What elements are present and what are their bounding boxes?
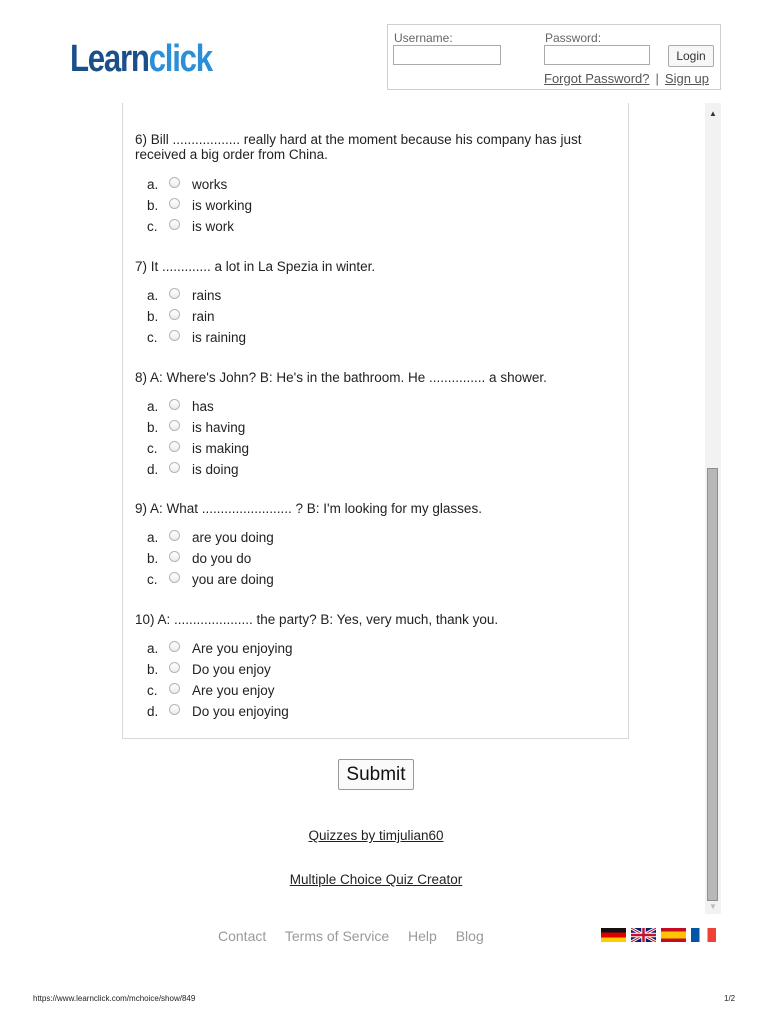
- footer-link-help[interactable]: Help: [408, 928, 437, 944]
- option-q7-c[interactable]: [123, 328, 423, 349]
- options-q8: [123, 397, 423, 481]
- radio-button[interactable]: [169, 198, 180, 209]
- uk-flag-icon[interactable]: [631, 928, 656, 942]
- option-q6-a[interactable]: [123, 175, 423, 196]
- scroll-down-arrow-icon[interactable]: ▼: [709, 902, 717, 911]
- question-text-cont: received a big order from China.: [135, 147, 328, 162]
- sign-up-link[interactable]: Sign up: [664, 71, 709, 86]
- option-label: are you doing: [192, 530, 274, 545]
- option-q9-b[interactable]: [123, 549, 423, 570]
- option-letter: c.: [147, 683, 158, 698]
- option-q8-b[interactable]: [123, 418, 423, 439]
- link-separator: |: [655, 71, 659, 86]
- option-letter: b.: [147, 420, 159, 435]
- spanish-flag-icon[interactable]: [661, 928, 686, 942]
- option-q10-b[interactable]: [123, 660, 423, 681]
- option-q7-b[interactable]: [123, 307, 423, 328]
- question-text: 8) A: Where's John? B: He's in the bathroom. He ............... a shower.: [135, 370, 547, 385]
- option-q10-d[interactable]: [123, 702, 423, 723]
- french-flag-icon[interactable]: [691, 928, 716, 942]
- option-label: is having: [192, 420, 246, 435]
- option-q6-c[interactable]: [123, 217, 423, 238]
- option-label: works: [192, 177, 228, 192]
- question-text: 10) A: ..................... the party? B: Yes, very much, thank you.: [135, 612, 499, 627]
- radio-button[interactable]: [169, 683, 180, 694]
- option-q8-c[interactable]: [123, 439, 423, 460]
- footer-link-contact[interactable]: Contact: [218, 928, 267, 944]
- options-q9: [123, 528, 423, 591]
- option-letter: a.: [147, 641, 159, 656]
- radio-button[interactable]: [169, 399, 180, 410]
- forgot-password-link[interactable]: Forgot Password?: [544, 71, 650, 86]
- logo-part-learn: Learn: [70, 38, 149, 80]
- submit-button[interactable]: Submit: [338, 759, 414, 790]
- radio-button[interactable]: [169, 641, 180, 652]
- option-letter: b.: [147, 551, 159, 566]
- radio-button[interactable]: [169, 551, 180, 562]
- question-text: 9) A: What ........................ ? B: I'm looking for my glasses.: [135, 501, 482, 516]
- option-letter: b.: [147, 309, 159, 324]
- footer-link-blog[interactable]: Blog: [455, 928, 484, 944]
- quizzes-by-link[interactable]: Quizzes by timjulian60: [308, 828, 444, 843]
- quiz-creator-link[interactable]: Multiple Choice Quiz Creator: [289, 872, 463, 887]
- password-field[interactable]: [544, 45, 650, 65]
- radio-button[interactable]: [169, 441, 180, 452]
- option-label: Do you enjoy: [192, 662, 271, 677]
- learnclick-logo[interactable]: [70, 40, 212, 78]
- option-letter: d.: [147, 462, 159, 477]
- page-scrollbar[interactable]: [705, 103, 721, 914]
- option-q7-a[interactable]: [123, 286, 423, 307]
- option-letter: a.: [147, 530, 159, 545]
- option-label: is doing: [192, 462, 239, 477]
- option-q9-c[interactable]: [123, 570, 423, 591]
- login-links: [544, 71, 709, 86]
- radio-button[interactable]: [169, 420, 180, 431]
- option-q8-a[interactable]: [123, 397, 423, 418]
- option-label: rains: [192, 288, 222, 303]
- language-flags: [601, 928, 716, 942]
- option-label: Are you enjoy: [192, 683, 275, 698]
- option-label: is making: [192, 441, 250, 456]
- radio-button[interactable]: [169, 530, 180, 541]
- username-label: Username:: [394, 31, 453, 45]
- option-q8-d[interactable]: [123, 460, 423, 481]
- username-field[interactable]: [393, 45, 501, 65]
- footer-link-terms[interactable]: Terms of Service: [284, 928, 390, 944]
- option-letter: c.: [147, 572, 158, 587]
- question-text: 7) It ............. a lot in La Spezia in winter.: [135, 259, 376, 274]
- question-text: 6) Bill .................. really hard at the moment because his company has just: [135, 132, 582, 147]
- question-7: [135, 259, 620, 274]
- option-letter: a.: [147, 177, 159, 192]
- question-10: [135, 612, 620, 627]
- radio-button[interactable]: [169, 572, 180, 583]
- option-label: is raining: [192, 330, 247, 345]
- option-letter: a.: [147, 399, 159, 414]
- radio-button[interactable]: [169, 662, 180, 673]
- scroll-up-arrow-icon[interactable]: ▲: [709, 109, 717, 118]
- radio-button[interactable]: [169, 462, 180, 473]
- question-8: [135, 370, 620, 385]
- quiz-panel: [122, 103, 629, 739]
- login-button[interactable]: Login: [668, 45, 714, 67]
- option-label: is work: [192, 219, 235, 234]
- option-label: Do you enjoying: [192, 704, 289, 719]
- option-label: rain: [192, 309, 215, 324]
- option-label: do you do: [192, 551, 252, 566]
- question-9: [135, 501, 620, 516]
- option-letter: c.: [147, 441, 158, 456]
- option-q9-a[interactable]: [123, 528, 423, 549]
- options-q7: [123, 286, 423, 349]
- options-q6: [123, 175, 423, 238]
- option-q6-b[interactable]: [123, 196, 423, 217]
- option-label: has: [192, 399, 214, 414]
- radio-button[interactable]: [169, 309, 180, 320]
- radio-button[interactable]: [169, 177, 180, 188]
- radio-button[interactable]: [169, 219, 180, 230]
- option-letter: a.: [147, 288, 159, 303]
- footer-nav: [218, 928, 499, 944]
- radio-button[interactable]: [169, 288, 180, 299]
- option-label: you are doing: [192, 572, 274, 587]
- print-url: https://www.learnclick.com/mchoice/show/849: [33, 994, 196, 1003]
- radio-button[interactable]: [169, 330, 180, 341]
- option-q10-a[interactable]: [123, 639, 423, 660]
- question-6: [135, 132, 620, 162]
- radio-button[interactable]: [169, 704, 180, 715]
- logo-part-click: click: [148, 38, 212, 80]
- login-box: [387, 24, 721, 90]
- options-q10: [123, 639, 423, 723]
- option-letter: b.: [147, 662, 159, 677]
- option-label: is working: [192, 198, 253, 213]
- option-label: Are you enjoying: [192, 641, 293, 656]
- option-letter: b.: [147, 198, 159, 213]
- option-letter: c.: [147, 219, 158, 234]
- option-q10-c[interactable]: [123, 681, 423, 702]
- option-letter: c.: [147, 330, 158, 345]
- password-label: Password:: [545, 31, 602, 45]
- print-page-number: 1/2: [724, 994, 736, 1003]
- option-letter: d.: [147, 704, 159, 719]
- german-flag-icon[interactable]: [601, 928, 626, 942]
